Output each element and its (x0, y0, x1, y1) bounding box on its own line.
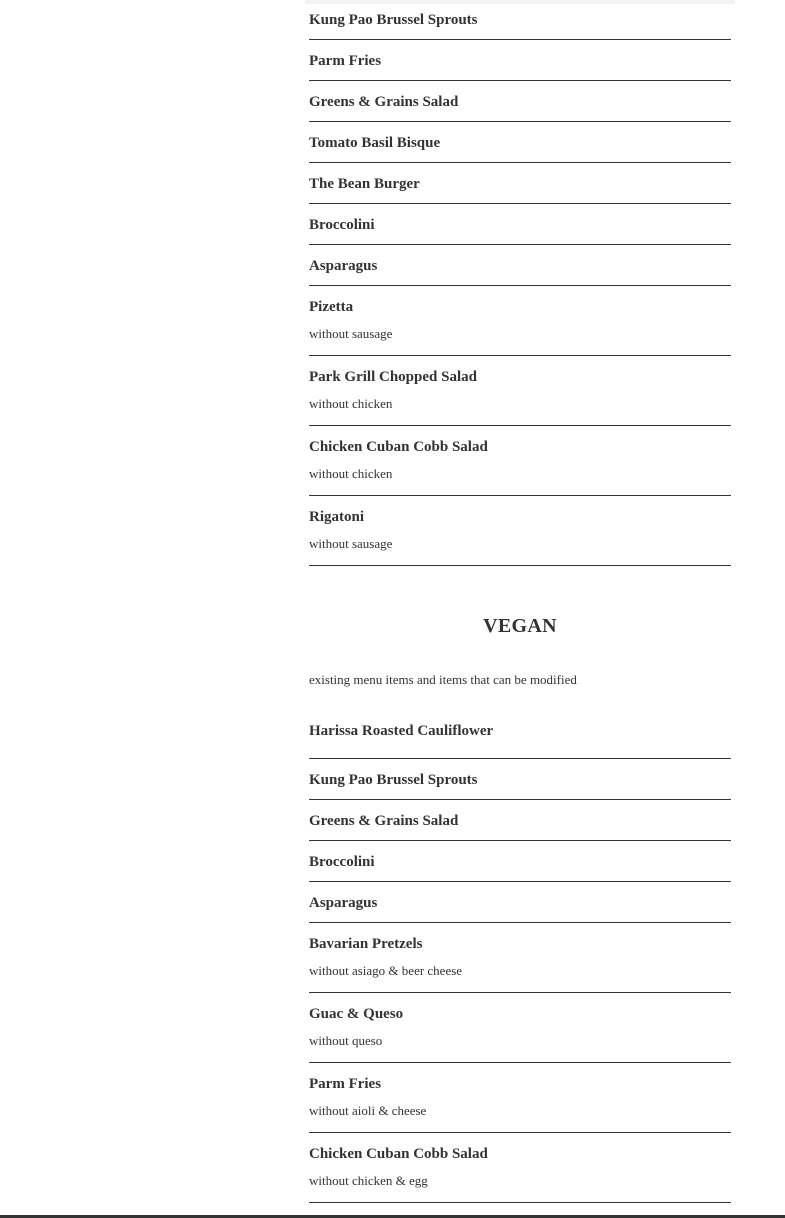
menu-item (309, 721, 731, 759)
menu-item (309, 882, 731, 923)
menu-item (309, 496, 731, 566)
menu-item (309, 841, 731, 882)
menu-item-name: Broccolini (309, 854, 375, 870)
menu-item-name: Kung Pao Brussel Sprouts (309, 12, 478, 28)
menu-item-name: Tomato Basil Bisque (309, 135, 441, 151)
menu-item-name: Bavarian Pretzels (309, 936, 423, 952)
menu-item (309, 800, 731, 841)
menu-item-name: Asparagus (309, 895, 378, 911)
menu-item-name: Broccolini (309, 217, 375, 233)
menu-item (309, 245, 731, 286)
menu-item (309, 122, 731, 163)
menu-item-name: Harissa Roasted Cauliflower (309, 723, 494, 739)
menu-item (309, 356, 731, 426)
menu-item-note: without chicken (309, 396, 393, 411)
menu-item (309, 426, 731, 496)
menu-item-note: without chicken & egg (309, 1173, 428, 1188)
menu-item-note: without sausage (309, 536, 393, 551)
menu-item (309, 1063, 731, 1133)
vegan-list (309, 721, 731, 1203)
vegan-section-title: VEGAN (483, 615, 557, 637)
menu-item (309, 40, 731, 81)
menu-item-note: without aioli & cheese (309, 1103, 427, 1118)
vegan-section-description: existing menu items and items that can be modified (309, 672, 577, 687)
menu-item (309, 923, 731, 993)
menu-item-name: Guac & Queso (309, 1006, 404, 1022)
menu-item (309, 759, 731, 800)
menu-item-note: without chicken (309, 466, 393, 481)
menu-item-name: Parm Fries (309, 1076, 382, 1092)
menu-item (309, 163, 731, 204)
menu-item-name: Greens & Grains Salad (309, 813, 459, 829)
menu-item (309, 81, 731, 122)
menu-item (309, 993, 731, 1063)
menu-item-name: Greens & Grains Salad (309, 94, 459, 110)
menu-item-note: without sausage (309, 326, 393, 341)
menu-item-name: Parm Fries (309, 53, 382, 69)
menu-item-name: Kung Pao Brussel Sprouts (309, 772, 478, 788)
menu-item-name: Pizetta (309, 299, 354, 315)
menu-item (309, 0, 731, 40)
menu-item-name: Asparagus (309, 258, 378, 274)
menu-item-name: Rigatoni (309, 509, 365, 525)
menu-item-name: Chicken Cuban Cobb Salad (309, 1146, 488, 1162)
menu-item-note: without asiago & beer cheese (309, 963, 463, 978)
menu-item-name: The Bean Burger (309, 176, 420, 192)
menu-item (309, 1133, 731, 1203)
menu-item (309, 204, 731, 245)
menu-item (309, 286, 731, 356)
vegetarian-list (309, 0, 731, 566)
menu-column (309, 0, 731, 1203)
menu-item-name: Park Grill Chopped Salad (309, 369, 477, 385)
menu-item-note: without queso (309, 1033, 383, 1048)
menu-item-name: Chicken Cuban Cobb Salad (309, 439, 488, 455)
